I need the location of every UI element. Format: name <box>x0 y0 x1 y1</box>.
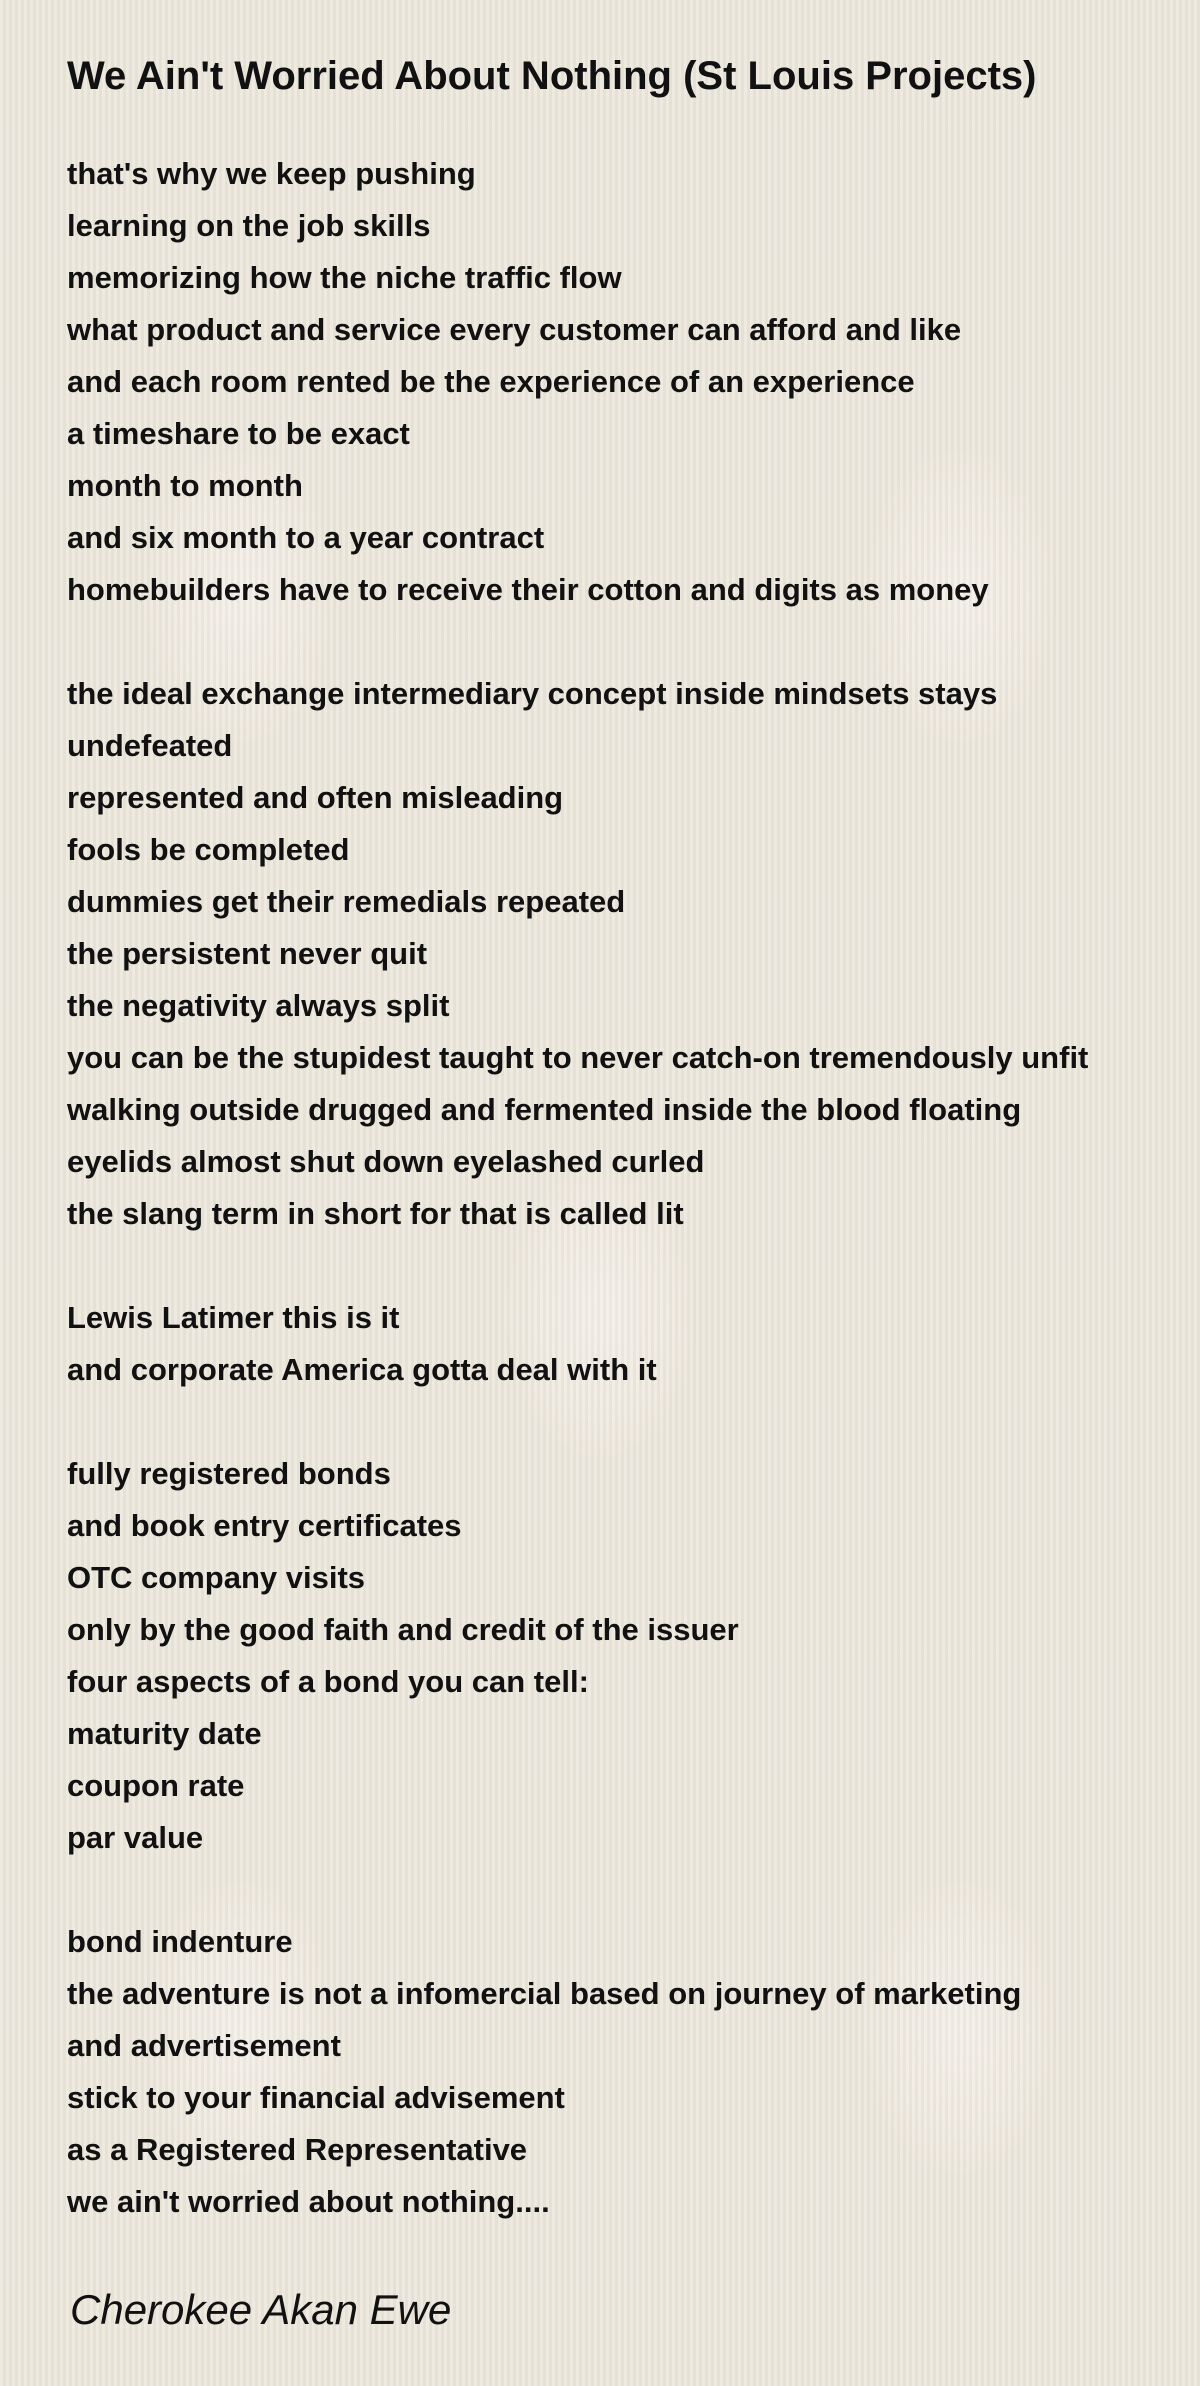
poem-line: month to month <box>67 468 303 503</box>
poem-line: the slang term in short for that is called lit <box>67 1196 684 1231</box>
poem-line: maturity date <box>67 1716 262 1751</box>
poem-line: and corporate America gotta deal with it <box>67 1352 657 1387</box>
poem-line: and six month to a year contract <box>67 520 545 555</box>
stanza-break <box>67 1864 1088 1916</box>
poem-line: par value <box>67 1820 204 1855</box>
poem-line: as a Registered Representative <box>67 2132 528 2167</box>
poem-line: you can be the stupidest taught to never catch-on tremendously unfit <box>67 1040 1089 1075</box>
poem-line: and each room rented be the experience of an experience <box>67 364 915 399</box>
poem-line: and advertisement <box>67 2028 341 2063</box>
poem-line: the persistent never quit <box>67 936 428 971</box>
poem-line: learning on the job skills <box>67 208 431 243</box>
poem-line: bond indenture <box>67 1924 293 1959</box>
poem-line: represented and often misleading <box>67 780 564 815</box>
poem-line: fools be completed <box>67 832 350 867</box>
poem-line: only by the good faith and credit of the issuer <box>67 1612 739 1647</box>
stanza-break <box>67 1240 1088 1292</box>
poem-line: dummies get their remedials repeated <box>67 884 626 919</box>
poem-line: coupon rate <box>67 1768 245 1803</box>
stanza-break <box>67 616 1088 668</box>
poem-line: the ideal exchange intermediary concept inside mindsets stays <box>67 676 998 711</box>
poem-line: undefeated <box>67 728 233 763</box>
poem-line: that's why we keep pushing <box>67 156 476 191</box>
poem-line: OTC company visits <box>67 1560 366 1595</box>
poem-line: memorizing how the niche traffic flow <box>67 260 622 295</box>
poem-line: Lewis Latimer this is it <box>67 1300 400 1335</box>
poem-line: fully registered bonds <box>67 1456 391 1491</box>
poem-line: we ain't worried about nothing.... <box>67 2184 550 2219</box>
poem-line: the adventure is not a infomercial based on journey of marketing <box>67 1976 1022 2011</box>
poem-author: Cherokee Akan Ewe <box>70 2286 452 2333</box>
poem-line: a timeshare to be exact <box>67 416 410 451</box>
poem-line: walking outside drugged and fermented inside the blood floating <box>67 1092 1022 1127</box>
poem-line: eyelids almost shut down eyelashed curled <box>67 1144 705 1179</box>
poem-line: homebuilders have to receive their cotton and digits as money <box>67 572 989 607</box>
poem-line: four aspects of a bond you can tell: <box>67 1664 589 1699</box>
stanza-break <box>67 1396 1088 1448</box>
poem-line: stick to your financial advisement <box>67 2080 565 2115</box>
poem-body <box>67 148 1088 2228</box>
poem-line: the negativity always split <box>67 988 450 1023</box>
poem-line: and book entry certificates <box>67 1508 462 1543</box>
poem-title: We Ain't Worried About Nothing (St Louis Projects) <box>67 54 1037 98</box>
poem-line: what product and service every customer can afford and like <box>67 312 962 347</box>
